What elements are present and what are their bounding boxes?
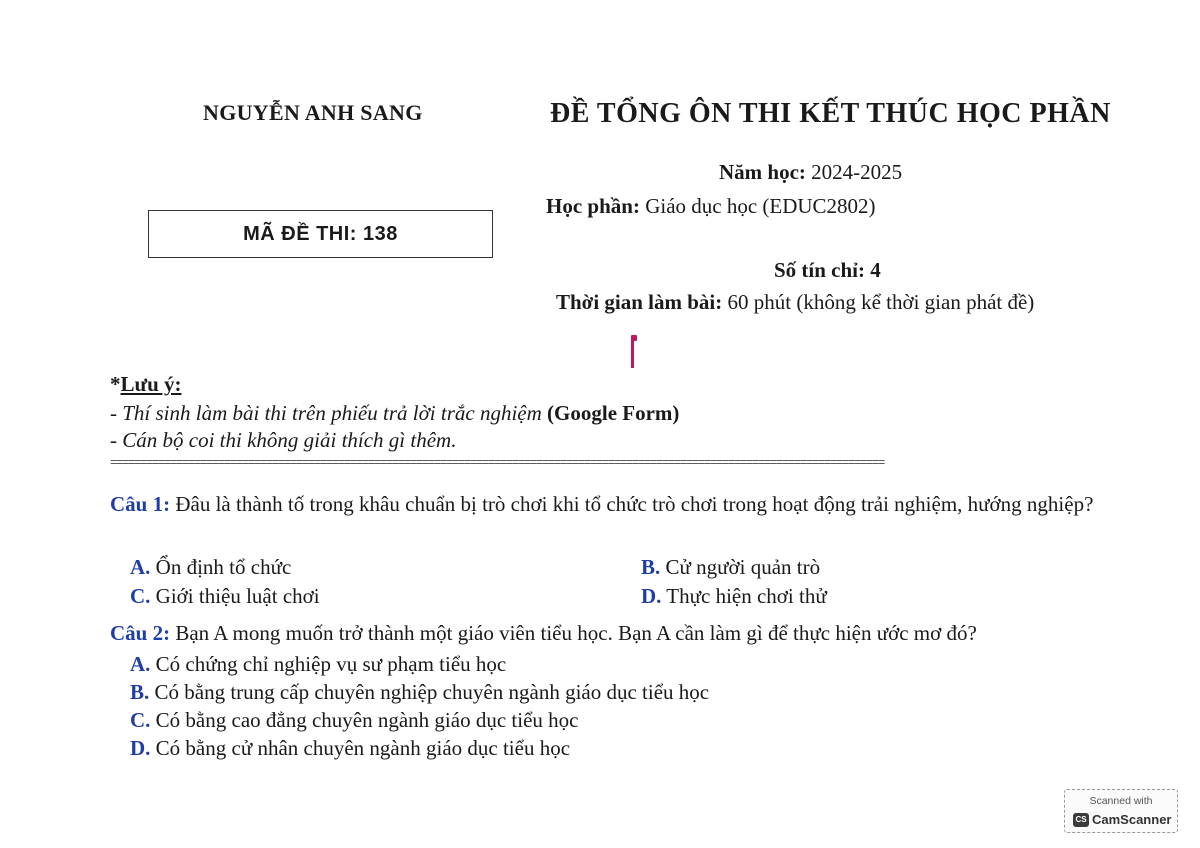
question-1-option-c: C. Giới thiệu luật chơi (130, 584, 320, 608)
duration-label: Thời gian làm bài: (556, 290, 723, 314)
camscanner-watermark (1064, 789, 1178, 833)
question-1-option-a: A. Ổn định tổ chức (130, 555, 292, 579)
question-2-option-a: A. Có chứng chỉ nghiệp vụ sư phạm tiểu học (130, 652, 507, 676)
question-1-option-d: D. Thực hiện chơi thử (641, 584, 827, 608)
question-1 (110, 490, 1120, 519)
question-2-option-b: B. Có bằng trung cấp chuyên nghiệp chuyên ngành giáo dục tiểu học (130, 680, 710, 704)
watermark-brand: CamScanner (1092, 812, 1172, 827)
duration-info (556, 290, 1034, 315)
course-info (546, 194, 876, 219)
course-value: Giáo dục học (EDUC2802) (645, 194, 876, 218)
school-year-label: Năm học: (719, 160, 806, 184)
duration-value: 60 phút (không kể thời gian phát đề) (727, 290, 1035, 314)
notes-title-text: Lưu ý: (120, 372, 182, 396)
exam-code: MÃ ĐỀ THI: 138 (243, 222, 398, 245)
exam-code-box (148, 210, 493, 258)
separator-line: ================================================================================================================================= (110, 456, 885, 470)
question-2-text: Bạn A mong muốn trở thành một giáo viên tiểu học. Bạn A cần làm gì để thực hiện ước mơ đó? (175, 621, 977, 645)
note-line-1-bold: (Google Form) (547, 401, 680, 425)
watermark-top-text: Scanned with (1089, 795, 1153, 807)
exam-title: ĐỀ TỔNG ÔN THI KẾT THÚC HỌC PHẦN (550, 98, 1111, 129)
author-name: NGUYỄN ANH SANG (203, 100, 423, 125)
credits-label: Số tín chỉ: 4 (774, 258, 881, 282)
question-1-text: Đâu là thành tố trong khâu chuẩn bị trò chơi khi tổ chức trò chơi trong hoạt động trải nghiệm, hướng nghiệp? (175, 492, 1094, 516)
question-1-label: Câu 1: (110, 492, 171, 516)
course-label: Học phần: (546, 194, 640, 218)
credits-info (774, 258, 881, 283)
question-2 (110, 619, 977, 648)
school-year (719, 160, 902, 185)
note-line-1-text: - Thí sinh làm bài thi trên phiếu trả lời trắc nghiệm (110, 401, 542, 425)
question-1-option-b: B. Cử người quản trò (641, 555, 821, 579)
camscanner-logo-icon: CS (1073, 813, 1089, 827)
note-line-2: - Cán bộ coi thi không giải thích gì thêm. (110, 428, 457, 452)
question-2-option-c: C. Có bằng cao đẳng chuyên ngành giáo dục tiểu học (130, 708, 579, 732)
pen-mark (630, 335, 635, 368)
question-2-option-d: D. Có bằng cử nhân chuyên ngành giáo dục tiểu học (130, 736, 571, 760)
notes-title: *Lưu ý: (110, 372, 182, 396)
question-2-label: Câu 2: (110, 621, 171, 645)
note-line-1 (110, 401, 679, 426)
school-year-value: 2024-2025 (811, 160, 903, 184)
